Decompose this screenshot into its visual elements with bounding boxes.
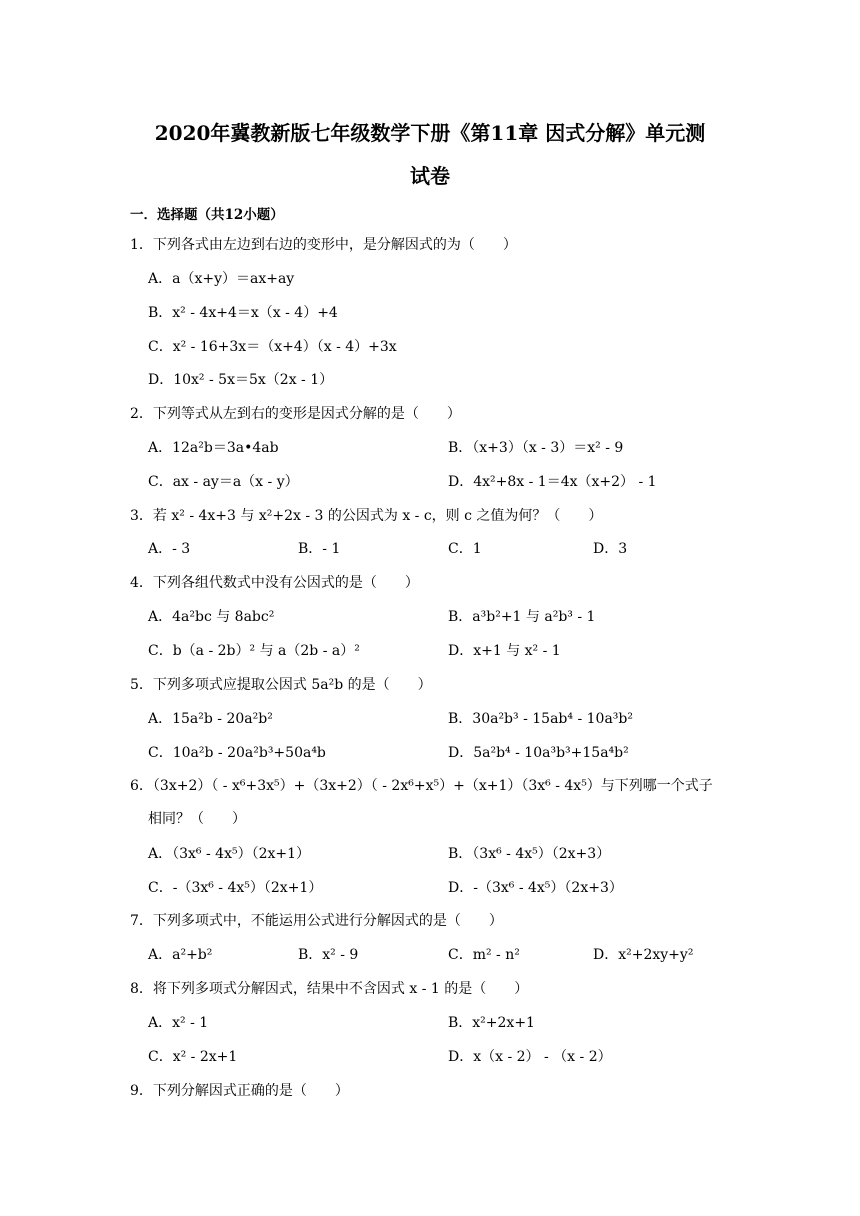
section-heading: 一．选择题（共12小题）: [130, 207, 284, 223]
question-4-stem: 4．下列各组代数式中没有公因式的是（ ）: [130, 575, 419, 591]
question-5-option-d: D．5a²b⁴ - 10a³b³+15a⁴b²: [448, 745, 629, 761]
question-1-option-d: D．10x² - 5x＝5x（2x - 1）: [148, 372, 334, 388]
question-5-option-c: C．10a²b - 20a²b³+50a⁴b: [148, 745, 326, 761]
question-2-option-c: C．ax - ay＝a（x - y）: [148, 474, 299, 490]
question-5-stem: 5．下列多项式应提取公因式 5a²b 的是（ ）: [130, 677, 432, 693]
question-3-option-b: B．- 1: [298, 541, 341, 557]
question-9-stem: 9．下列分解因式正确的是（ ）: [130, 1083, 349, 1099]
question-7-stem: 7．下列多项式中，不能运用公式进行分解因式的是（ ）: [130, 913, 503, 929]
question-8-option-b: B．x²+2x+1: [448, 1015, 535, 1031]
question-2-option-b: B．（x+3）（x - 3）＝x² - 9: [448, 440, 624, 456]
question-1-option-a: A．a（x+y）＝ax+ay: [148, 271, 295, 287]
question-1-option-c: C．x² - 16+3x＝（x+4）（x - 4）+3x: [148, 339, 397, 355]
question-1-stem: 1．下列各式由左边到右边的变形中，是分解因式的为（ ）: [130, 237, 517, 253]
question-7-option-d: D．x²+2xy+y²: [593, 947, 694, 963]
question-4-option-d: D．x+1 与 x² - 1: [448, 643, 561, 659]
question-6-option-c: C．-（3x⁶ - 4x⁵）（2x+1）: [148, 880, 323, 896]
question-8-option-c: C．x² - 2x+1: [148, 1049, 238, 1065]
question-8-stem: 8．将下列多项式分解因式，结果中不含因式 x - 1 的是（ ）: [130, 981, 529, 997]
question-6-option-d: D．-（3x⁶ - 4x⁵）（2x+3）: [448, 880, 623, 896]
question-3-stem: 3．若 x² - 4x+3 与 x²+2x - 3 的公因式为 x - c，则 c 之值为何？（ ）: [130, 508, 603, 524]
page-title-line1: 2020年冀教新版七年级数学下册《第11章 因式分解》单元测: [154, 121, 706, 145]
question-7-option-c: C．m² - n²: [448, 947, 520, 963]
question-5-option-b: B．30a²b³ - 15ab⁴ - 10a³b²: [448, 711, 633, 727]
question-3-option-d: D．3: [593, 541, 628, 557]
question-3-option-a: A．- 3: [148, 541, 191, 557]
question-3-option-c: C．1: [448, 541, 482, 557]
question-7-option-a: A．a²+b²: [148, 947, 213, 963]
question-1-option-b: B．x² - 4x+4＝x（x - 4）+4: [148, 305, 338, 321]
question-4-option-c: C．b（a - 2b）² 与 a（2b - a）²: [148, 643, 360, 659]
question-8-option-a: A．x² - 1: [148, 1015, 209, 1031]
question-6-stem: 6．（3x+2）（ - x⁶+3x⁵）+（3x+2）（ - 2x⁶+x⁵）+（x+1）（3x⁶ - 4x⁵）与下列哪一个式子: [130, 778, 713, 794]
question-5-option-a: A．15a²b - 20a²b²: [148, 711, 273, 727]
question-2-option-a: A．12a²b＝3a•4ab: [148, 440, 279, 456]
question-6-option-a: A．（3x⁶ - 4x⁵）（2x+1）: [148, 846, 311, 862]
question-6-stem-continuation: 相同？（ ）: [148, 811, 246, 827]
question-2-option-d: D．4x²+8x - 1＝4x（x+2） - 1: [448, 474, 657, 490]
question-4-option-a: A．4a²bc 与 8abc²: [148, 609, 275, 625]
question-7-option-b: B．x² - 9: [298, 947, 359, 963]
question-8-option-d: D．x（x - 2） - （x - 2）: [448, 1049, 612, 1065]
question-4-option-b: B．a³b²+1 与 a²b³ - 1: [448, 609, 596, 625]
question-6-option-b: B．（3x⁶ - 4x⁵）（2x+3）: [448, 846, 611, 862]
page-title-line2: 试卷: [410, 164, 450, 188]
question-2-stem: 2．下列等式从左到右的变形是因式分解的是（ ）: [130, 406, 461, 422]
